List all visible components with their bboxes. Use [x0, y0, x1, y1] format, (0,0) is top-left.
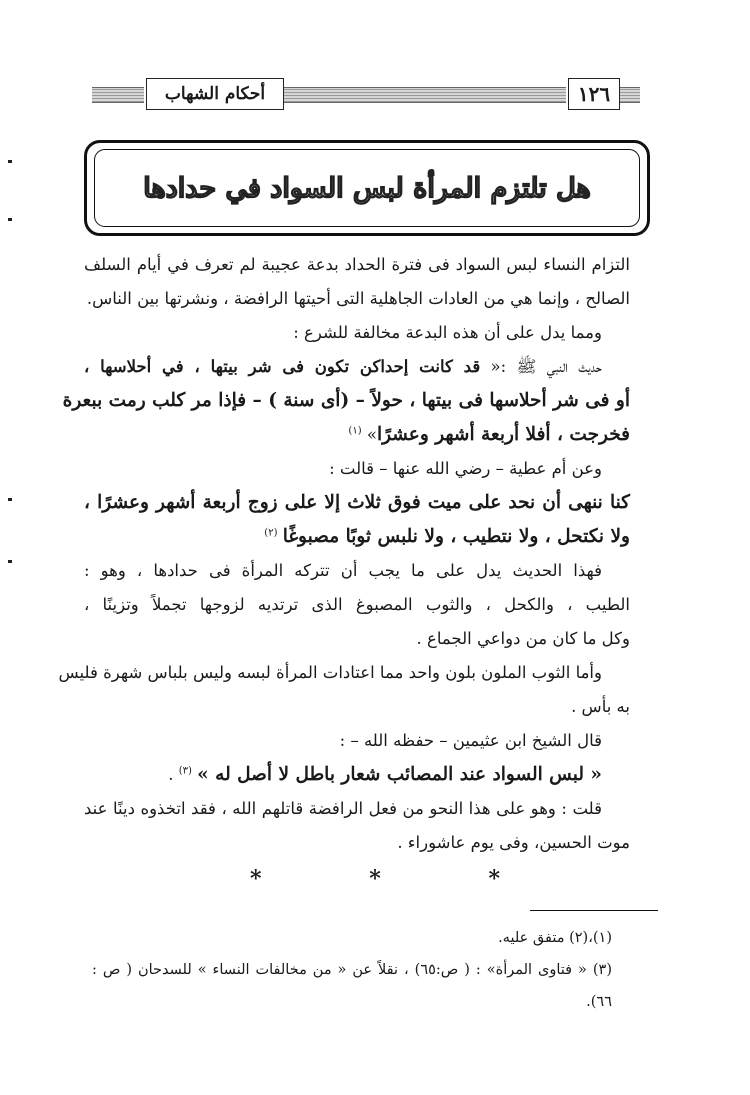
- hadith-intro: حديث النبي ﷺ :«: [490, 357, 602, 376]
- hadith-line: [84, 350, 630, 384]
- separator-star: *: [250, 866, 262, 892]
- paragraph-line: قال الشيخ ابن عثيمين – حفظه الله – :: [339, 731, 602, 750]
- hadith-line: كنا ننهى أن نحد على ميت فوق ثلاث إلا على زوج أربعة أشهر وعشرًا ،: [84, 492, 630, 513]
- footnote-ref: (٣): [178, 765, 192, 777]
- paragraph-line: موت الحسين، وفى يوم عاشوراء .: [397, 833, 630, 852]
- paragraph-line: التزام النساء لبس السواد فى فترة الحداد بدعة عجيبة لم تعرف في أيام السلف: [84, 255, 630, 274]
- paragraph-line: ومما يدل على أن هذه البدعة مخالفة للشرع :: [293, 323, 602, 342]
- footnote: (٣) « فتاوى المرأة» : ( ص:٦٥) ، نقلاً عن « من مخالفات النساء » للسدحان ( ص :: [92, 962, 612, 978]
- page-number: ١٢٦: [568, 78, 620, 110]
- footnotes: [92, 922, 612, 1018]
- hadith-line: [84, 418, 630, 452]
- body-text: [58, 248, 630, 860]
- footnote-rule: [530, 910, 658, 911]
- margin-mark: [8, 160, 12, 163]
- section-separator: [250, 866, 500, 892]
- header-rule-middle: [284, 87, 566, 103]
- quote-end: .: [168, 765, 179, 784]
- footnote-ref: (٢): [264, 527, 278, 539]
- header-rule-right: [620, 87, 640, 103]
- paragraph-line: وعن أم عطية – رضي الله عنها – قالت :: [329, 459, 602, 478]
- margin-mark: [8, 498, 12, 501]
- running-header-title: أحكام الشهاب: [146, 78, 284, 110]
- footnote-ref: (١): [348, 425, 362, 437]
- hadith-line: [84, 520, 630, 554]
- sheikh-quote: « لبس السواد عند المصائب شعار باطل لا أصل له »: [197, 764, 602, 785]
- quote-line: [84, 758, 630, 792]
- paragraph-line: فهذا الحديث يدل على ما يجب أن تتركه المرأة فى حدادها ، وهو :: [84, 561, 602, 580]
- paragraph-line: به بأس .: [571, 697, 630, 716]
- paragraph-line: وكل ما كان من دواعي الجماع .: [416, 629, 630, 648]
- paragraph-line: الطيب ، والكحل ، والثوب المصبوغ الذى ترتديه لزوجها تجملاً وتزينًا ،: [84, 595, 630, 614]
- separator-star: *: [369, 866, 381, 892]
- paragraph-line: قلت : وهو على هذا النحو من فعل الرافضة قاتلهم الله ، فقد اتخذوه دينًا عند: [84, 799, 602, 818]
- footnote: ٦٦).: [586, 994, 612, 1010]
- paragraph-line: وأما الثوب الملون بلون واحد مما اعتادات المرأة لبسه وليس بلباس شهرة فليس: [58, 663, 602, 682]
- hadith-text: ولا نكتحل ، ولا نتطيب ، ولا نلبس ثوبًا مصبوغًا: [282, 526, 630, 547]
- hadith-text: فخرجت ، أفلا أربعة أشهر وعشرًا: [376, 424, 630, 445]
- section-title-inner-frame: [94, 149, 640, 227]
- section-title: هل تلتزم المرأة لبس السواد في حدادها: [143, 172, 591, 204]
- header-rule-left: [92, 87, 144, 103]
- hadith-line: أو فى شر أحلاسها فى بيتها ، حولاً – (أى سنة ) – فإذا مر كلب رمت ببعرة: [62, 390, 630, 411]
- paragraph-line: الصالح ، وإنما هي من العادات الجاهلية التى أحيتها الرافضة ، ونشرتها بين الناس.: [86, 289, 630, 308]
- hadith-text: قد كانت إحداكن تكون فى شر بيتها ، في أحلاسها ،: [84, 357, 481, 376]
- hadith-close: »: [361, 425, 377, 444]
- margin-mark: [8, 560, 12, 563]
- footnote: (١)،(٢) متفق عليه.: [498, 930, 612, 946]
- separator-star: *: [488, 866, 500, 892]
- margin-mark: [8, 218, 12, 221]
